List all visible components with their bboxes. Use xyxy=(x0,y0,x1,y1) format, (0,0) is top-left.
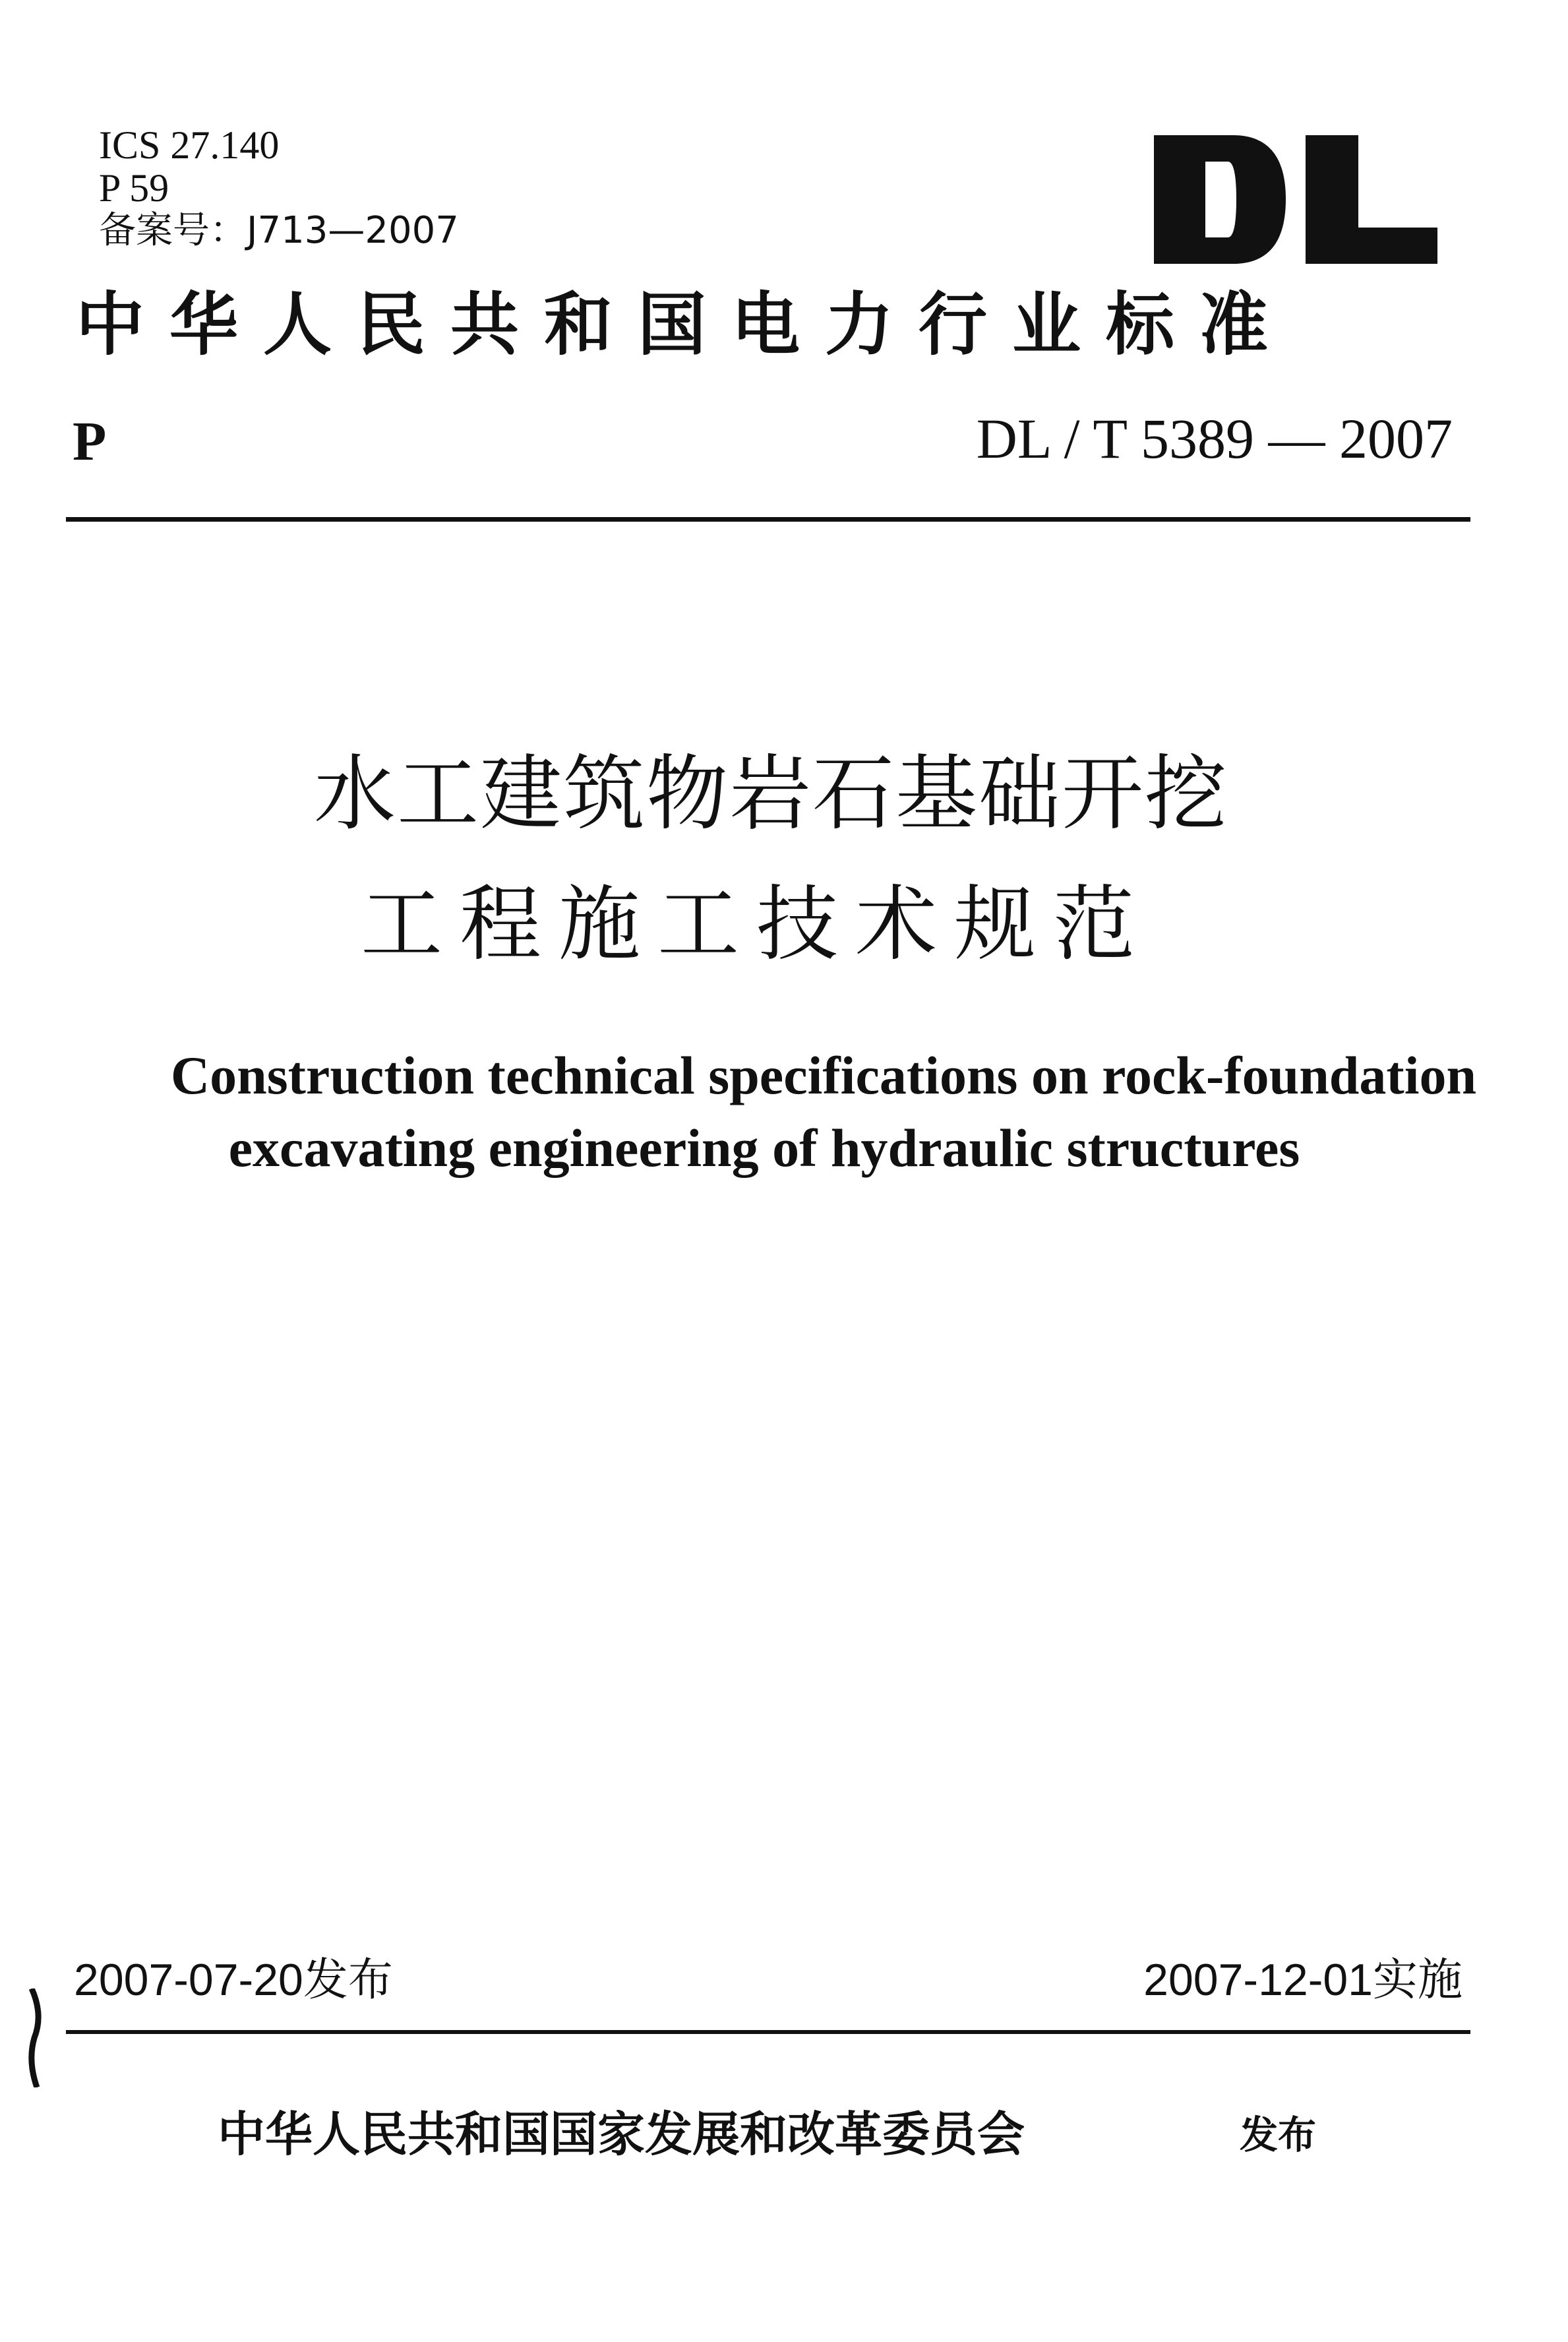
binding-mark xyxy=(25,1988,51,2087)
issuing-authority: 中华人民共和国国家发展和改革委员会 xyxy=(218,2106,1025,2162)
industry-standard-title: 中华人民共和国电力行业标准 xyxy=(76,284,1294,365)
dl-logo xyxy=(1154,135,1437,264)
top-divider xyxy=(66,517,1470,522)
issued-label: 发布 xyxy=(1240,2112,1317,2157)
filing-number: 备案号：J713—2007 xyxy=(99,209,459,252)
standard-number: DL / T 5389 — 2007 xyxy=(976,407,1453,470)
english-title-line-1: Construction technical specifications on rock-foundation xyxy=(170,1045,1477,1105)
issue-date: 2007-07-20发布 xyxy=(74,1955,393,2005)
ics-code: ICS 27.140 xyxy=(99,123,280,167)
ccs-code: P 59 xyxy=(99,166,169,210)
english-title-line-2: excavating engineering of hydraulic structures xyxy=(228,1118,1300,1178)
chinese-title-line-2: 工程施工技术规范 xyxy=(360,877,1152,972)
standard-category: P xyxy=(73,411,107,472)
bottom-divider xyxy=(66,2030,1470,2034)
effective-date: 2007-12-01实施 xyxy=(1143,1955,1462,2005)
chinese-title-line-1: 水工建筑物岩石基础开挖 xyxy=(313,747,1228,842)
